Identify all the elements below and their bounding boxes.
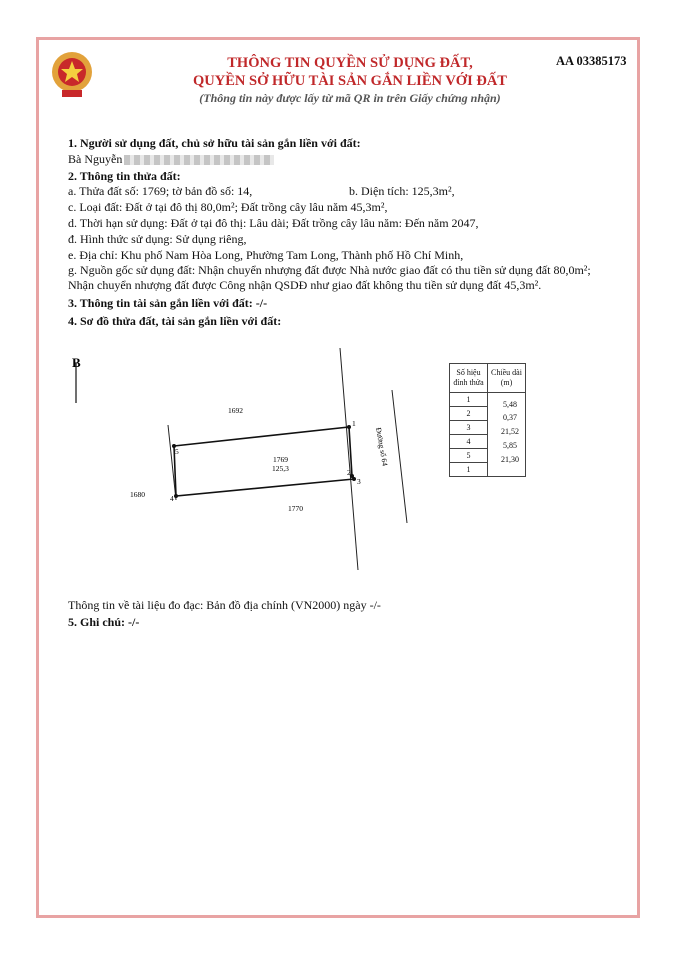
owner-name-text: Bà Nguyễn — [68, 152, 123, 166]
vertex-label-1: 1 — [352, 419, 356, 428]
serial-number: AA 03385173 — [556, 54, 627, 68]
vertex-3 — [352, 477, 356, 481]
segment-length: 5,48 — [503, 400, 517, 409]
term-line: d. Thời hạn sử dụng: Đất ở tại đô thị: Lâu dài; Đất trồng cây lâu năm: Đến năm 2047, — [68, 216, 479, 230]
survey-info: Thông tin về tài liệu đo đạc: Bản đồ địa chính (VN2000) ngày -/- — [68, 598, 381, 612]
table-point: 5 — [450, 449, 488, 463]
redacted-text — [124, 155, 274, 165]
neighbor-north-label: 1692 — [228, 406, 243, 415]
parcel-diagram — [60, 345, 620, 585]
road-label: Đường số 64 — [374, 426, 390, 467]
section-5-note: 5. Ghi chú: -/- — [68, 615, 140, 629]
segment-length: 0,37 — [503, 413, 517, 422]
address-line: e. Địa chỉ: Khu phố Nam Hòa Long, Phường Tam Long, Thành phố Hồ Chí Minh, — [68, 248, 464, 262]
segment-length: 21,52 — [501, 427, 519, 436]
table-point: 4 — [450, 435, 488, 449]
table-point: 3 — [450, 421, 488, 435]
road-edge — [392, 390, 407, 523]
vertex-4 — [174, 494, 178, 498]
segment-length: 21,30 — [501, 455, 519, 464]
national-emblem-icon — [50, 48, 94, 100]
segment-length: 5,85 — [503, 441, 517, 450]
parcel-number-label: 1769 — [273, 455, 288, 464]
neighbor-south-label: 1770 — [288, 504, 303, 513]
parcel-outline — [174, 427, 354, 496]
document-title-line1: THÔNG TIN QUYỀN SỬ DỤNG ĐẤT, — [227, 55, 473, 71]
table-point: 1 — [450, 393, 488, 407]
owner-name — [68, 152, 274, 167]
document-subtitle: (Thông tin này được lấy từ mã QR in trên Giấy chứng nhận) — [199, 91, 501, 105]
area-line: b. Diện tích: 125,3m², — [349, 184, 455, 198]
section-3-heading: 3. Thông tin tài sản gắn liền với đất: -/- — [68, 296, 268, 310]
origin-line-1: g. Nguồn gốc sử dụng đất: Nhận chuyển nhượng đất được Nhà nước giao đất có thu tiền sử dụng đất 80,0m²; — [68, 263, 591, 277]
section-2-heading: 2. Thông tin thửa đất: — [68, 169, 181, 183]
land-type-line: c. Loại đất: Đất ở tại đô thị 80,0m²; Đất trồng cây lâu năm 45,3m², — [68, 200, 388, 214]
table-point: 1 — [450, 463, 488, 477]
vertex-label-4: 4 — [170, 494, 174, 503]
vertex-1 — [347, 425, 351, 429]
usage-form-line: đ. Hình thức sử dụng: Sử dụng riêng, — [68, 232, 247, 246]
north-label: B — [72, 355, 81, 370]
segment-table-wrap — [449, 363, 526, 477]
table-header-length: Chiều dài (m) — [488, 364, 526, 393]
vertex-label-2: 2 — [347, 468, 351, 477]
section-4-heading: 4. Sơ đồ thửa đất, tài sản gắn liền với đất: — [68, 314, 282, 328]
table-header-point: Số hiệu đỉnh thửa — [450, 364, 488, 393]
table-point: 2 — [450, 407, 488, 421]
neighbor-west-label: 1680 — [130, 490, 145, 499]
east-boundary — [340, 348, 358, 570]
vertex-label-5: 5 — [175, 447, 179, 456]
parcel-area-label: 125,3 — [272, 464, 289, 473]
vertex-label-3: 3 — [357, 477, 361, 486]
section-1-heading: 1. Người sử dụng đất, chủ sở hữu tài sản gắn liền với đất: — [68, 136, 361, 150]
parcel-number-line: a. Thửa đất số: 1769; tờ bản đồ số: 14, — [68, 184, 253, 198]
origin-line-2: Nhận chuyển nhượng đất được Công nhận QSDĐ như giao đất không thu tiền sử dụng đất 45,3m². — [68, 278, 542, 292]
document-title-line2: QUYỀN SỞ HỮU TÀI SẢN GẮN LIỀN VỚI ĐẤT — [193, 73, 507, 89]
